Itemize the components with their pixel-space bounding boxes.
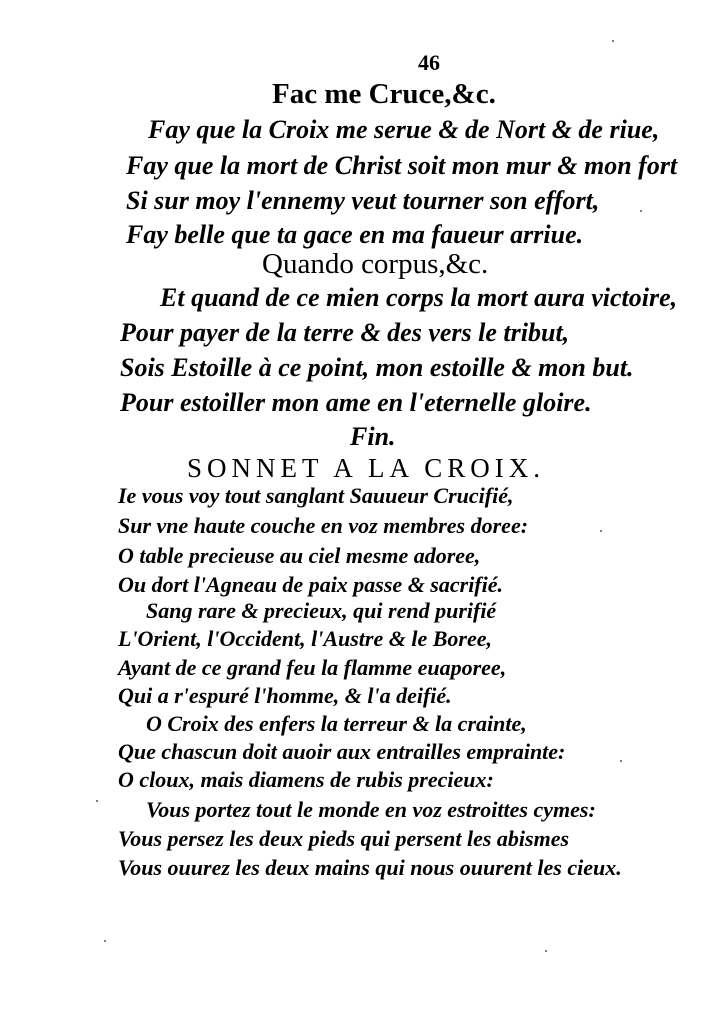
verse-line: Sois Estoille à ce point, mon estoille & mon but.	[120, 353, 634, 382]
verse-line: Et quand de ce mien corps la mort aura victoire,	[160, 283, 678, 312]
fin-marker: Fin.	[350, 422, 396, 451]
sonnet-line: O table precieuse au ciel mesme adoree,	[118, 543, 481, 568]
sonnet-line: Sur vne haute couche en voz membres doree:	[118, 513, 529, 538]
sonnet-line: L'Orient, l'Occident, l'Austre & le Boree,	[118, 626, 492, 651]
print-speck	[600, 530, 602, 532]
verse-line: Pour estoiller mon ame en l'eternelle gloire.	[120, 388, 592, 417]
page-number: 46	[418, 50, 440, 75]
print-speck	[96, 800, 98, 802]
sonnet-line: Que chascun doit auoir aux entrailles emprainte:	[118, 739, 566, 764]
section-heading-quando-corpus: Quando corpus,&c.	[262, 248, 489, 280]
verse-line: Si sur moy l'ennemy veut tourner son effort,	[126, 186, 600, 215]
print-speck	[620, 760, 622, 762]
sonnet-line: O cloux, mais diamens de rubis precieux:	[118, 767, 494, 792]
sonnet-line: Vous persez les deux pieds qui persent les abismes	[118, 826, 570, 851]
verse-line: Fay que la mort de Christ soit mon mur & mon fort	[126, 151, 678, 180]
print-speck	[612, 40, 614, 42]
sonnet-line: Sang rare & precieux, qui rend purifié	[146, 598, 497, 623]
sonnet-title: SONNET A LA CROIX.	[187, 453, 546, 483]
verse-line: Fay que la Croix me serue & de Nort & de riue,	[148, 115, 660, 144]
print-speck	[640, 210, 642, 212]
verse-line: Fay belle que ta gace en ma faueur arriue.	[126, 220, 584, 249]
sonnet-line: Ayant de ce grand feu la flamme euaporee,	[118, 655, 507, 680]
print-speck	[545, 950, 547, 952]
verse-line: Pour payer de la terre & des vers le tribut,	[120, 318, 570, 347]
sonnet-line: Ou dort l'Agneau de paix passe & sacrifié.	[118, 572, 504, 597]
print-speck	[104, 940, 106, 942]
sonnet-line: Ie vous voy tout sanglant Sauueur Crucifié,	[118, 483, 514, 508]
sonnet-line: Vous ouurez les deux mains qui nous ouurent les cieux.	[118, 855, 622, 880]
sonnet-line: O Croix des enfers la terreur & la crainte,	[146, 711, 527, 736]
section-heading-fac-me-cruce: Fac me Cruce,&c.	[272, 78, 496, 110]
sonnet-line: Qui a r'espuré l'homme, & l'a deifié.	[118, 683, 452, 708]
sonnet-line: Vous portez tout le monde en voz estroittes cymes:	[146, 797, 596, 822]
